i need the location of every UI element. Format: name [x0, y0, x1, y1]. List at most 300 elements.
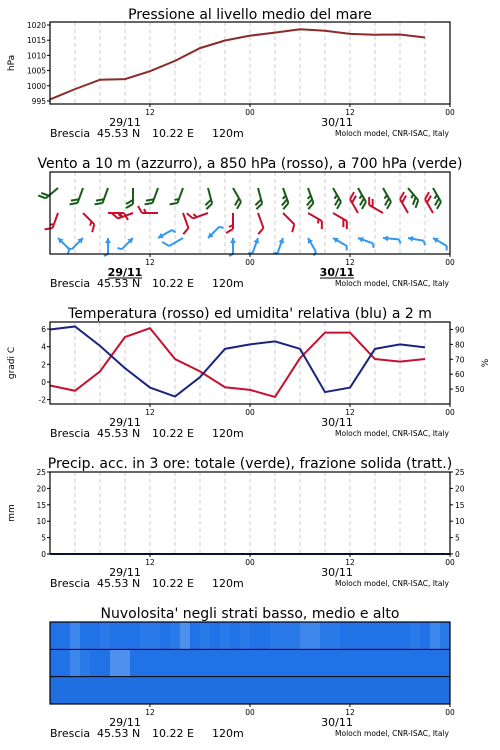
- date-label: 29/11: [109, 566, 141, 579]
- cloud-cell: [330, 622, 340, 649]
- wind-barb-700-hPa: [227, 188, 243, 209]
- wind-barb-10-m: [157, 226, 176, 241]
- barb-shaft: [308, 213, 322, 221]
- cloud-cell: [330, 649, 340, 676]
- barb-arrow-head: [383, 235, 389, 241]
- barb-shaft: [433, 188, 441, 202]
- y-tick-label: 1010: [26, 51, 46, 61]
- cloud-cell: [210, 622, 220, 649]
- wind-barb-700-hPa: [145, 186, 158, 207]
- wind-barb-850-hPa: [330, 213, 351, 229]
- barb-half-feather: [117, 246, 121, 250]
- chart-title: Nuvolosita' negli strati basso, medio e alto: [100, 606, 400, 622]
- station-lat: 45.53 N: [97, 127, 141, 140]
- barb-shaft: [46, 188, 58, 198]
- y-tick-label: 15: [36, 500, 46, 510]
- cloud-cell: [170, 622, 180, 649]
- cloud-cell: [380, 649, 390, 676]
- barb-shaft: [425, 199, 433, 213]
- cloud-cell: [140, 649, 150, 676]
- y-tick-label: 1015: [26, 36, 46, 46]
- y-tick-label: 10: [36, 517, 46, 527]
- cloud-cell: [300, 677, 310, 704]
- station-lat: 45.53 N: [97, 577, 141, 590]
- barb-shaft: [369, 205, 383, 213]
- cloud-cell: [170, 649, 180, 676]
- cloud-cell: [260, 622, 270, 649]
- cloud-cell: [90, 649, 100, 676]
- station-name: Brescia: [50, 427, 91, 440]
- cloud-cell: [90, 622, 100, 649]
- cloud-cell: [430, 622, 440, 649]
- cloud-cell: [200, 622, 210, 649]
- y-tick-label-right: 0: [455, 550, 460, 559]
- temperature-line: [50, 328, 425, 397]
- cloud-cell: [220, 622, 230, 649]
- chart-title: Vento a 10 m (azzurro), a 850 hPa (rosso), a 700 hPa (verde): [37, 156, 463, 172]
- wind-barb-850-hPa: [187, 206, 208, 219]
- y-tick-label-right: 50: [455, 385, 465, 395]
- cloud-cell: [280, 622, 290, 649]
- station-lat: 45.53 N: [97, 427, 141, 440]
- pressure-line: [50, 29, 425, 99]
- cloud-cell: [150, 622, 160, 649]
- cloud-cell: [360, 622, 370, 649]
- barb-shaft: [333, 213, 347, 221]
- barb-half-feather: [219, 225, 223, 229]
- barb-half-feather: [423, 241, 426, 245]
- cloud-cell: [70, 649, 80, 676]
- cloud-cell: [390, 677, 400, 704]
- date-label: 30/11: [321, 416, 353, 429]
- wind-barb-850-hPa: [226, 213, 233, 233]
- y-tick-label-right: 20: [455, 484, 465, 494]
- credit-text: Moloch model, CNR-ISAC, Italy: [335, 279, 449, 288]
- x-tick-label: 12: [345, 258, 355, 267]
- barb-half-feather: [372, 243, 375, 247]
- cloud-cell: [360, 649, 370, 676]
- x-tick-label: 12: [145, 258, 155, 267]
- cloud-cell: [70, 677, 80, 704]
- wind-barb-850-hPa: [138, 206, 158, 213]
- y-tick-label: -2: [38, 395, 46, 405]
- y-axis-label: hPa: [7, 54, 17, 72]
- cloud-cell: [440, 677, 450, 704]
- cloud-cell: [310, 677, 320, 704]
- cloud-cell: [370, 649, 380, 676]
- cloud-cell: [440, 649, 450, 676]
- date-label: 29/11: [107, 266, 143, 279]
- cloud-cell: [260, 677, 270, 704]
- y-tick-label: 1000: [26, 81, 46, 91]
- x-tick-label: 00: [445, 558, 455, 567]
- cloud-cell: [370, 622, 380, 649]
- barb-shaft: [258, 213, 263, 228]
- cloud-cell: [420, 649, 430, 676]
- barb-arrow-head: [230, 238, 236, 243]
- station-lat: 45.53 N: [97, 727, 141, 740]
- x-tick-label: 00: [245, 408, 255, 417]
- cloud-cell: [430, 649, 440, 676]
- chart-title: Precip. acc. in 3 ore: totale (verde), frazione solida (tratt.): [47, 456, 453, 472]
- barb-shaft: [233, 188, 241, 202]
- date-label: 29/11: [109, 716, 141, 729]
- wind-barb-10-m: [117, 235, 135, 253]
- cloud-cell: [130, 622, 140, 649]
- barb-shaft: [383, 188, 391, 202]
- barb-feather: [318, 221, 325, 229]
- wind-barb-10-m: [357, 235, 376, 248]
- cloud-cell: [330, 677, 340, 704]
- station-name: Brescia: [50, 577, 91, 590]
- wind-barb-850-hPa: [78, 213, 97, 232]
- cloud-cell: [190, 649, 200, 676]
- y-tick-label-right: 90: [455, 325, 465, 335]
- cloud-cell: [410, 622, 420, 649]
- barb-feather: [366, 197, 373, 205]
- cloud-cell: [350, 677, 360, 704]
- date-label: 30/11: [319, 266, 355, 279]
- date-label: 30/11: [321, 716, 353, 729]
- cloud-cell: [180, 677, 190, 704]
- cloud-cell: [420, 622, 430, 649]
- wind-barb-10-m: [55, 236, 73, 254]
- cloud-cell: [340, 649, 350, 676]
- station-elev: 120m: [212, 127, 244, 140]
- cloud-cell: [110, 622, 120, 649]
- x-tick-label: 12: [345, 108, 355, 117]
- cloud-cell: [410, 677, 420, 704]
- wind-barb-10-m: [305, 237, 320, 256]
- y-tick-label: 0: [41, 550, 46, 559]
- x-tick-label: 00: [245, 558, 255, 567]
- station-elev: 120m: [212, 577, 244, 590]
- cloud-cell: [110, 677, 120, 704]
- cloud-cell: [80, 622, 90, 649]
- cloud-cell: [350, 622, 360, 649]
- barb-half-feather: [445, 246, 449, 250]
- barb-arrow-head: [332, 235, 339, 243]
- barb-shaft: [400, 199, 408, 213]
- x-tick-label: 12: [345, 408, 355, 417]
- cloud-cell: [140, 622, 150, 649]
- y-axis-label: mm: [7, 504, 17, 522]
- y-axis-label-right: %: [481, 358, 491, 368]
- cloud-cell: [340, 622, 350, 649]
- cloud-cell: [420, 677, 430, 704]
- panel-3: [7, 306, 491, 440]
- cloud-cell: [50, 649, 60, 676]
- barb-arrow-head: [157, 233, 164, 241]
- cloud-cell: [160, 677, 170, 704]
- cloud-cell: [200, 677, 210, 704]
- cloud-cell: [250, 649, 260, 676]
- wind-barb-700-hPa: [38, 183, 58, 201]
- cloud-cell: [50, 622, 60, 649]
- barb-feather: [343, 221, 350, 229]
- y-tick-label-right: 10: [455, 517, 465, 527]
- cloud-cell: [90, 677, 100, 704]
- station-lon: 10.22 E: [152, 277, 194, 290]
- plot-frame: [50, 472, 450, 554]
- y-tick-label: 5: [41, 533, 46, 543]
- y-tick-label: 0: [41, 377, 46, 387]
- cloud-cell: [120, 649, 130, 676]
- date-label: 29/11: [109, 416, 141, 429]
- barb-shaft: [350, 199, 358, 213]
- wind-barb-850-hPa: [45, 211, 58, 232]
- barb-shaft: [83, 213, 94, 224]
- cloud-cell: [230, 622, 240, 649]
- panel-4: [7, 456, 465, 590]
- barb-shaft: [153, 188, 158, 203]
- cloud-cell: [270, 677, 280, 704]
- cloud-cell: [240, 649, 250, 676]
- cloud-cell: [430, 677, 440, 704]
- x-tick-label: 00: [245, 258, 255, 267]
- cloud-cell: [60, 677, 70, 704]
- x-tick-label: 00: [445, 108, 455, 117]
- wind-barb-850-hPa: [366, 197, 387, 213]
- cloud-cell: [180, 649, 190, 676]
- barb-shaft: [169, 238, 183, 246]
- barb-half-feather: [66, 249, 70, 253]
- cloud-cell: [150, 677, 160, 704]
- cloud-cell: [390, 649, 400, 676]
- cloud-cell: [400, 677, 410, 704]
- station-lon: 10.22 E: [152, 727, 194, 740]
- x-tick-label: 12: [145, 108, 155, 117]
- cloud-cell: [280, 649, 290, 676]
- station-lon: 10.22 E: [152, 577, 194, 590]
- y-tick-label-right: 80: [455, 340, 465, 350]
- cloud-cell: [210, 649, 220, 676]
- cloud-cell: [210, 677, 220, 704]
- barb-feather: [138, 206, 142, 213]
- x-tick-label: 12: [145, 558, 155, 567]
- cloud-cell: [80, 649, 90, 676]
- credit-text: Moloch model, CNR-ISAC, Italy: [335, 129, 449, 138]
- cloud-cell: [300, 649, 310, 676]
- wind-barb-10-m: [248, 237, 261, 256]
- wind-barb-10-m: [273, 237, 286, 256]
- cloud-cell: [120, 622, 130, 649]
- x-tick-label: 12: [145, 408, 155, 417]
- cloud-cell: [310, 649, 320, 676]
- wind-barb-700-hPa: [276, 188, 289, 209]
- y-tick-label: 995: [31, 96, 46, 106]
- cloud-cell: [170, 677, 180, 704]
- date-label: 30/11: [321, 566, 353, 579]
- barb-half-feather: [345, 246, 349, 250]
- cloud-cell: [320, 622, 330, 649]
- cloud-cell: [400, 649, 410, 676]
- barb-feather: [289, 224, 297, 232]
- barb-feather: [257, 228, 265, 234]
- cloud-cell: [280, 677, 290, 704]
- station-lon: 10.22 E: [152, 427, 194, 440]
- cloud-cell: [220, 677, 230, 704]
- cloud-cell: [60, 622, 70, 649]
- cloud-cell: [130, 649, 140, 676]
- cloud-cell: [360, 677, 370, 704]
- cloud-cell: [100, 622, 110, 649]
- cloud-cell: [380, 677, 390, 704]
- cloud-cell: [70, 622, 80, 649]
- barb-shaft: [333, 188, 341, 202]
- cloud-cell: [390, 622, 400, 649]
- wind-barb-10-m: [104, 238, 111, 256]
- cloud-cell: [190, 677, 200, 704]
- station-elev: 120m: [212, 427, 244, 440]
- chart-title: Pressione al livello medio del mare: [128, 7, 372, 23]
- wind-barb-10-m: [431, 235, 450, 250]
- wind-barb-700-hPa: [301, 188, 314, 209]
- wind-barb-10-m: [67, 235, 85, 253]
- barb-feather: [95, 201, 103, 207]
- credit-text: Moloch model, CNR-ISAC, Italy: [335, 579, 449, 588]
- wind-barb-850-hPa: [278, 213, 297, 232]
- credit-text: Moloch model, CNR-ISAC, Italy: [335, 429, 449, 438]
- station-lon: 10.22 E: [152, 127, 194, 140]
- cloud-cell: [100, 649, 110, 676]
- y-tick-label: 20: [36, 484, 46, 494]
- wind-barb-10-m: [407, 235, 426, 245]
- wind-barb-850-hPa: [251, 213, 264, 234]
- wind-barb-850-hPa: [305, 213, 326, 229]
- y-tick-label-right: 15: [455, 500, 465, 510]
- credit-text: Moloch model, CNR-ISAC, Italy: [335, 729, 449, 738]
- station-name: Brescia: [50, 727, 91, 740]
- cloud-cell: [240, 622, 250, 649]
- barb-shaft: [358, 188, 366, 202]
- y-tick-label-right: 5: [455, 533, 460, 543]
- barb-shaft: [178, 188, 183, 203]
- cloud-cell: [160, 622, 170, 649]
- x-tick-label: 00: [445, 408, 455, 417]
- y-tick-label: 25: [36, 468, 46, 477]
- y-tick-label: 1020: [26, 21, 46, 31]
- cloud-cell: [230, 677, 240, 704]
- x-tick-label: 12: [145, 708, 155, 717]
- station-elev: 120m: [212, 277, 244, 290]
- cloud-cell: [320, 677, 330, 704]
- cloud-cell: [370, 677, 380, 704]
- cloud-cell: [270, 622, 280, 649]
- barb-shaft: [78, 188, 83, 203]
- wind-barb-10-m: [229, 238, 236, 256]
- cloud-cell: [230, 649, 240, 676]
- panel-5: [50, 606, 455, 740]
- barb-feather: [187, 212, 193, 220]
- wind-barb-700-hPa: [377, 188, 393, 209]
- x-tick-label: 00: [245, 708, 255, 717]
- cloud-cell: [440, 622, 450, 649]
- cloud-cell: [180, 622, 190, 649]
- barb-feather: [170, 201, 178, 207]
- wind-barb-700-hPa: [201, 188, 213, 209]
- y-tick-label: 4: [41, 342, 46, 352]
- cloud-cell: [80, 677, 90, 704]
- cloud-cell: [50, 677, 60, 704]
- y-tick-label: 6: [41, 325, 46, 335]
- wind-barb-10-m: [331, 235, 350, 250]
- y-tick-label: 1005: [26, 66, 46, 76]
- barb-arrow-head: [305, 237, 313, 244]
- plot-frame: [50, 322, 450, 404]
- y-tick-label: 2: [41, 360, 46, 370]
- barb-feather: [162, 240, 169, 248]
- cloud-cell: [120, 677, 130, 704]
- x-tick-label: 00: [445, 258, 455, 267]
- barb-feather: [182, 228, 190, 234]
- cloud-cell: [320, 649, 330, 676]
- cloud-cell: [60, 649, 70, 676]
- barb-shaft: [283, 213, 294, 224]
- y-tick-label-right: 60: [455, 370, 465, 380]
- cloud-cell: [400, 622, 410, 649]
- cloud-cell: [350, 649, 360, 676]
- wind-barb-700-hPa: [170, 186, 183, 207]
- station-name: Brescia: [50, 127, 91, 140]
- barb-arrow-head: [105, 238, 111, 243]
- wind-barb-850-hPa: [176, 213, 189, 234]
- wind-barb-700-hPa: [95, 186, 108, 207]
- cloud-cell: [260, 649, 270, 676]
- barb-arrow-head: [432, 235, 439, 243]
- barb-feather: [70, 201, 78, 207]
- cloud-cell: [160, 649, 170, 676]
- cloud-cell: [150, 649, 160, 676]
- station-elev: 120m: [212, 727, 244, 740]
- date-label: 29/11: [109, 116, 141, 129]
- cloud-cell: [190, 622, 200, 649]
- barb-shaft: [53, 213, 58, 228]
- y-tick-label-right: 25: [455, 468, 465, 477]
- wind-barb-700-hPa: [251, 188, 263, 209]
- x-tick-label: 12: [345, 708, 355, 717]
- cloud-cell: [130, 677, 140, 704]
- wind-barb-10-m: [383, 235, 402, 244]
- barb-half-feather: [399, 239, 401, 243]
- cloud-cell: [110, 649, 120, 676]
- wind-barb-700-hPa: [327, 188, 343, 209]
- barb-shaft: [103, 188, 108, 203]
- station-name: Brescia: [50, 277, 91, 290]
- barb-feather: [145, 201, 153, 207]
- barb-feather: [226, 229, 233, 233]
- cloud-cell: [300, 622, 310, 649]
- wind-barb-10-m: [206, 223, 224, 241]
- date-label: 30/11: [321, 116, 353, 129]
- wind-barb-700-hPa: [126, 188, 133, 208]
- barb-feather: [45, 226, 53, 232]
- cloud-cell: [220, 649, 230, 676]
- cloud-cell: [140, 677, 150, 704]
- x-tick-label: 00: [445, 708, 455, 717]
- barb-feather: [126, 200, 133, 204]
- cloud-cell: [290, 677, 300, 704]
- cloud-cell: [340, 677, 350, 704]
- y-axis-label: gradi C: [7, 346, 17, 380]
- cloud-cell: [200, 649, 210, 676]
- cloud-cell: [100, 677, 110, 704]
- cloud-cell: [410, 649, 420, 676]
- cloud-cell: [250, 677, 260, 704]
- panel-1: [7, 7, 455, 140]
- cloud-cell: [250, 622, 260, 649]
- x-tick-label: 00: [245, 108, 255, 117]
